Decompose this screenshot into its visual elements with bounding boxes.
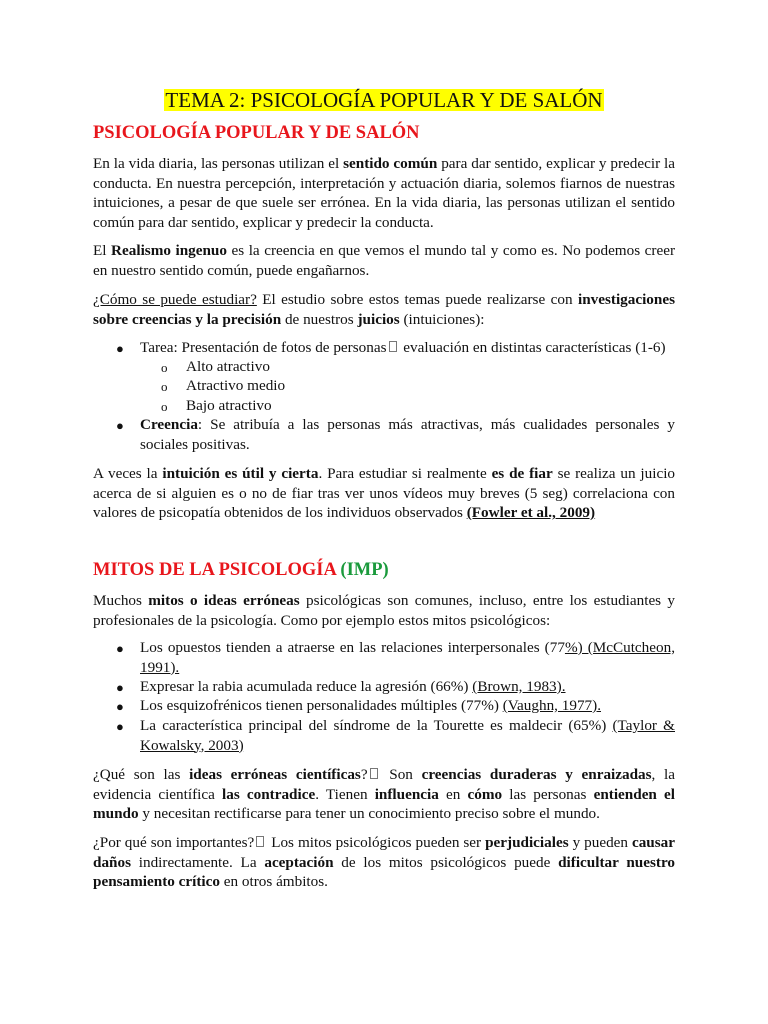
- list-item-myth: [140, 638, 675, 677]
- list-item-creencia: [140, 415, 675, 454]
- text: ¿Qué son las: [93, 766, 190, 783]
- bullet-icon: ●: [116, 699, 124, 714]
- bold-term: sentido común: [343, 155, 438, 172]
- text: y necesitan rectificarse para tener un conocimiento preciso sobre el mundo.: [138, 805, 600, 822]
- paragraph-como-estudiar: [93, 290, 675, 329]
- text: de nuestros: [281, 310, 358, 328]
- bullet-icon: ●: [116, 641, 124, 656]
- bold-term: perjudiciales: [485, 834, 569, 851]
- text: . Tienen: [315, 785, 375, 803]
- circle-bullet-icon: o: [161, 379, 168, 394]
- text: Muchos: [93, 592, 149, 609]
- citation: (Fowler et al., 2009): [466, 504, 596, 521]
- bold-term: entienden el mundo: [93, 785, 676, 822]
- text: en otros ámbitos.: [219, 873, 328, 890]
- text: Los opuestos tienden a atraerse en las relaciones interpersonales (77: [140, 639, 565, 656]
- text: en: [438, 785, 468, 803]
- citation: (Taylor & Kowalsky, 2003): [140, 717, 675, 754]
- text: Tarea: Presentación de fotos de personas: [140, 339, 387, 356]
- bold-term: ideas erróneas científicas: [189, 766, 361, 783]
- text: : Se atribuía a las personas más atractivas, más cualidades personales y sociales positivas.: [140, 416, 675, 453]
- text: ?: [360, 766, 368, 783]
- text: y pueden: [568, 834, 632, 851]
- paragraph-ideas-erroneas: [93, 765, 675, 824]
- bold-term: Creencia: [140, 416, 198, 433]
- bold-term: cómo: [467, 785, 503, 803]
- text: En la vida diaria, las personas utilizan el: [93, 155, 344, 172]
- circle-bullet-icon: o: [161, 360, 168, 375]
- text: A veces la: [93, 465, 163, 482]
- list-item-myth: [140, 716, 675, 755]
- text: psicológicas son comunes, incluso, entre los estudiantes y profesionales de la psicología. Como por ejemplo estos mitos psicológicos:: [93, 592, 676, 629]
- bullet-icon: ●: [116, 719, 124, 734]
- bold-term: investigaciones sobre creencias y la precisión: [93, 291, 675, 328]
- text: . Para estudiar si realmente: [318, 465, 492, 482]
- citation: (Brown, 1983).: [472, 678, 566, 695]
- underlined-question: ¿Cómo se puede estudiar?: [93, 291, 257, 308]
- sub-list-item: Atractivo medio: [186, 377, 286, 394]
- missing-glyph-icon: [389, 341, 397, 352]
- bold-term: es de fiar: [491, 465, 553, 482]
- missing-glyph-icon: [370, 768, 378, 779]
- citation: (Vaughn, 1977).: [502, 697, 601, 714]
- list-item-myth: [140, 696, 675, 716]
- heading-tag: (IMP): [340, 560, 389, 580]
- bold-term: intuición es útil y cierta: [162, 465, 319, 482]
- bold-term: dificultar nuestro pensamiento crítico: [93, 853, 675, 890]
- title-row: [0, 89, 768, 112]
- bold-term: las contradice: [222, 785, 316, 803]
- circle-bullet-icon: o: [161, 399, 168, 414]
- text: Los esquizofrénicos tienen personalidades múltiples (77%): [140, 697, 503, 714]
- section-heading-mitos: [93, 559, 389, 581]
- text: indirectamente. La: [131, 853, 265, 871]
- bold-term: creencias duraderas y enraizadas: [421, 766, 652, 783]
- bullet-icon: ●: [116, 341, 124, 356]
- missing-glyph-icon: [256, 836, 264, 847]
- text: Expresar la rabia acumulada reduce la agresión (66%): [140, 678, 473, 695]
- section-heading-psicologia-popular: PSICOLOGÍA POPULAR Y DE SALÓN: [93, 123, 420, 143]
- heading-text: MITOS DE LA PSICOLOGÍA: [93, 560, 341, 580]
- citation: %) (McCutcheon, 1991).: [140, 639, 675, 676]
- text: Son: [380, 766, 422, 783]
- text: Los mitos psicológicos pueden ser: [267, 834, 486, 851]
- list-item-myth: [140, 677, 675, 697]
- text: El: [93, 242, 112, 259]
- list-item-tarea: [140, 338, 680, 358]
- page-title: TEMA 2: PSICOLOGÍA POPULAR Y DE SALÓN: [165, 88, 603, 112]
- bold-term: causar daños: [93, 834, 675, 871]
- text: ¿Por qué son importantes?: [93, 834, 255, 851]
- bold-term: influencia: [374, 785, 439, 803]
- sub-list-item: Alto atractivo: [186, 358, 270, 375]
- text: es la creencia en que vemos el mundo tal y como es. No podemos creer en nuestro sentido común, puede engañarnos.: [93, 242, 676, 279]
- bold-term: aceptación: [264, 853, 334, 871]
- paragraph-intuicion: [93, 464, 675, 523]
- bold-term: juicios: [357, 310, 400, 328]
- paragraph-mitos-intro: [93, 591, 675, 630]
- paragraph-por-que-importantes: [93, 833, 675, 892]
- sub-list-item: Bajo atractivo: [186, 397, 272, 414]
- text: evaluación en distintas características (1-6): [399, 339, 666, 356]
- text: La característica principal del síndrome de la Tourette es maldecir (65%): [140, 717, 613, 734]
- paragraph-realismo-ingenuo: [93, 241, 675, 280]
- paragraph-sentido-comun: [93, 154, 675, 232]
- bold-term: Realismo ingenuo: [111, 242, 227, 259]
- text: para dar sentido, explicar y predecir la conducta. En nuestra percepción, interpretación y actuación diaria, solemos fiarnos de nuestras intuiciones, a pesar de que suele ser errónea. En la vida diaria, las personas utilizan el sentido común para dar sentido, explicar y predecir la conducta.: [93, 155, 676, 231]
- bold-term: mitos o ideas erróneas: [148, 592, 300, 609]
- text: de los mitos psicológicos puede: [333, 853, 559, 871]
- bullet-icon: ●: [116, 418, 124, 433]
- text: , la evidencia científica: [93, 766, 675, 803]
- bullet-icon: ●: [116, 680, 124, 695]
- text: las personas: [502, 785, 594, 803]
- text: se realiza un juicio acerca de si alguien es o no de fiar tras ver unos vídeos muy breves (5 seg) correlaciona con valores de psicopatía obtenidos de los individuos observados: [93, 465, 676, 521]
- text: (intuiciones):: [399, 310, 485, 328]
- text: El estudio sobre estos temas puede realizarse con: [256, 291, 578, 308]
